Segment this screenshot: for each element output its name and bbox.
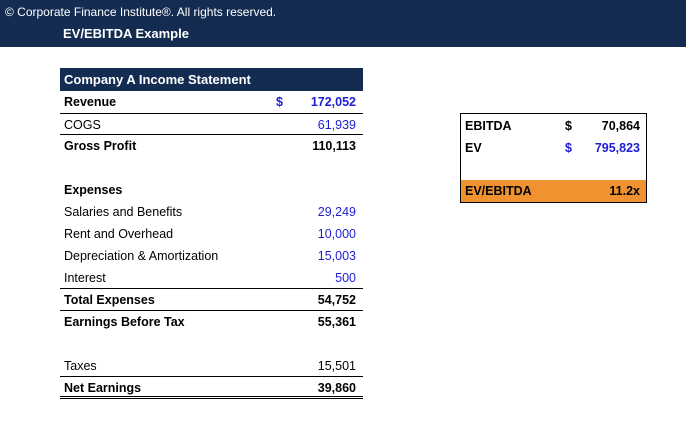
interest-value[interactable]: 500 (335, 271, 356, 285)
spacer-row (60, 157, 363, 179)
ev-label: EV (465, 141, 482, 155)
expenses-heading-row[interactable] (60, 179, 363, 201)
gross-profit-row[interactable] (60, 135, 363, 157)
ebt-label: Earnings Before Tax (64, 315, 185, 329)
salaries-row[interactable] (60, 201, 363, 223)
gross-profit-label: Gross Profit (64, 139, 137, 153)
rent-label: Rent and Overhead (64, 227, 174, 241)
taxes-value[interactable]: 15,501 (317, 359, 356, 373)
page-title: EV/EBITDA Example (63, 26, 189, 41)
depreciation-value[interactable]: 15,003 (317, 249, 356, 263)
salaries-value[interactable]: 29,249 (317, 205, 356, 219)
net-earnings-row[interactable] (60, 377, 363, 399)
income-statement-table (60, 68, 363, 399)
spacer-row (60, 333, 363, 355)
total-expenses-label: Total Expenses (64, 293, 155, 307)
revenue-label: Revenue (64, 95, 117, 109)
cogs-value[interactable]: 61,939 (317, 118, 356, 132)
taxes-row[interactable] (60, 355, 363, 377)
ev-row[interactable] (461, 137, 646, 159)
ev-ebitda-result-row[interactable] (461, 180, 646, 202)
ev-ebitda-label: EV/EBITDA (465, 184, 532, 198)
ev-ebitda-box (460, 113, 647, 203)
taxes-label: Taxes (64, 359, 97, 373)
depreciation-label: Depreciation & Amortization (64, 249, 219, 263)
header-banner (0, 0, 686, 47)
ebt-value[interactable]: 55,361 (317, 315, 356, 329)
total-expenses-value[interactable]: 54,752 (317, 293, 356, 307)
rent-row[interactable] (60, 223, 363, 245)
expenses-heading: Expenses (64, 183, 123, 197)
ebitda-label: EBITDA (465, 119, 512, 133)
interest-label: Interest (64, 271, 106, 285)
depreciation-row[interactable] (60, 245, 363, 267)
gross-profit-value[interactable]: 110,113 (312, 139, 356, 153)
ev-value[interactable]: 795,823 (594, 141, 640, 155)
net-earnings-label: Net Earnings (64, 381, 142, 395)
revenue-value[interactable]: 172,052 (310, 95, 356, 109)
copyright-text: © Corporate Finance Institute®. All rights reserved. (5, 5, 277, 19)
ebitda-row[interactable] (461, 115, 646, 137)
income-statement-title[interactable]: Company A Income Statement (60, 68, 363, 91)
revenue-currency: $ (276, 95, 283, 109)
net-earnings-value[interactable]: 39,860 (317, 381, 356, 395)
ev-ebitda-value[interactable]: 11.2x (609, 184, 640, 198)
cogs-row[interactable] (60, 113, 363, 135)
ebt-row[interactable] (60, 311, 363, 333)
ebitda-currency: $ (565, 119, 572, 133)
revenue-row[interactable] (60, 91, 363, 113)
rent-value[interactable]: 10,000 (317, 227, 356, 241)
salaries-label: Salaries and Benefits (64, 205, 183, 219)
interest-row[interactable] (60, 267, 363, 289)
total-expenses-row[interactable] (60, 289, 363, 311)
ebitda-value[interactable]: 70,864 (601, 119, 640, 133)
ev-currency: $ (565, 141, 572, 155)
cogs-label: COGS (64, 118, 101, 132)
